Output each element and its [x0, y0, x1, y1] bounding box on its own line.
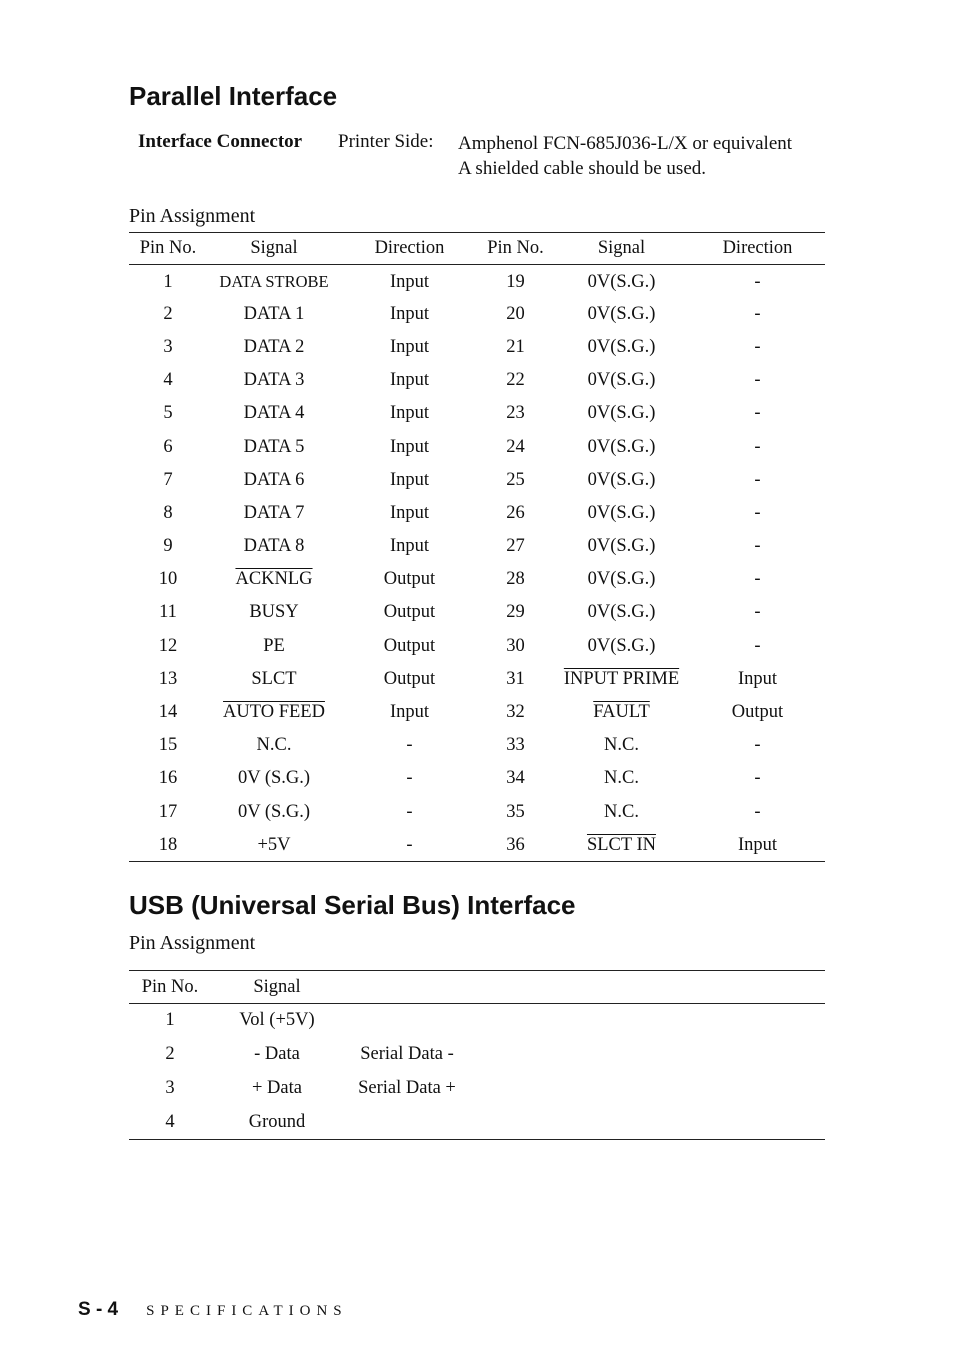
- cell-text: DATA 4: [243, 403, 305, 424]
- cell-text: 3: [163, 336, 173, 357]
- cell-text: Input: [389, 502, 430, 523]
- cell-text: N.C.: [604, 768, 639, 789]
- table-row: [129, 829, 825, 862]
- cell-text: 21: [506, 336, 525, 357]
- cell-text: 0V (S.G.): [237, 768, 311, 789]
- cell-direction: [690, 663, 825, 696]
- cell-pin-no: [478, 430, 553, 463]
- usb-interface-heading: USB (Universal Serial Bus) Interface: [129, 890, 576, 920]
- cell-text: 0V(S.G.): [587, 436, 656, 457]
- cell-direction: [690, 497, 825, 530]
- cell-text: 28: [506, 569, 525, 590]
- cell-signal: [207, 397, 341, 430]
- cell-pin-no: 3: [165, 1078, 175, 1098]
- cell-signal: [553, 563, 690, 596]
- cell-pin-no: [478, 729, 553, 762]
- cell-text: 2: [163, 303, 173, 324]
- cell-signal: [207, 563, 341, 596]
- column-header-signal: Signal: [597, 238, 646, 258]
- cell-direction: [690, 762, 825, 795]
- table-row: [129, 696, 825, 729]
- cell-signal: [553, 397, 690, 430]
- cell-blank: [471, 1106, 825, 1140]
- cell-signal: [207, 762, 341, 795]
- cell-text: Input: [389, 336, 430, 357]
- cell-pin-no: [129, 696, 207, 729]
- cell-text: -: [406, 735, 413, 756]
- column-header-direction: Direction: [722, 238, 793, 258]
- cell-pin-no: [129, 530, 207, 563]
- cell-text: DATA 5: [243, 436, 305, 457]
- cell-pin-no: [478, 563, 553, 596]
- cell-text: Input: [389, 303, 430, 324]
- cell-text: N.C.: [604, 801, 639, 822]
- cell-signal: [207, 696, 341, 729]
- cell-blank: [471, 1038, 825, 1072]
- cell-direction: [690, 298, 825, 331]
- cell-signal: [207, 630, 341, 663]
- column-header-blank: [471, 971, 825, 1004]
- cell-pin-no: [129, 663, 207, 696]
- cell-pin-no: [478, 497, 553, 530]
- cell-signal: [553, 596, 690, 629]
- cell-text: 0V(S.G.): [587, 271, 656, 292]
- cell-signal: Vol (+5V): [239, 1010, 315, 1031]
- cell-signal: [553, 729, 690, 762]
- cell-text: 7: [163, 469, 173, 490]
- cell-description: Serial Data +: [358, 1078, 456, 1098]
- cell-text: 0V(S.G.): [587, 303, 656, 324]
- cell-text: 0V(S.G.): [587, 635, 656, 656]
- cell-signal: [553, 829, 690, 862]
- cell-text: BUSY: [249, 602, 299, 623]
- printer-side-label: Printer Side:: [338, 131, 434, 152]
- cell-text: 13: [158, 668, 178, 689]
- cell-text: SLCT IN: [586, 834, 657, 855]
- cell-signal: [207, 430, 341, 463]
- cell-text: SLCT: [251, 668, 297, 689]
- cell-text: 32: [506, 702, 525, 723]
- cell-signal: [553, 265, 690, 298]
- cell-direction: [690, 696, 825, 729]
- table-row: [129, 497, 825, 530]
- cell-text: -: [754, 602, 761, 623]
- cell-direction: [341, 298, 478, 331]
- cell-pin-no: [478, 397, 553, 430]
- parallel-pin-table: [129, 232, 825, 862]
- usb-pin-table: [129, 970, 825, 1140]
- cell-text: N.C.: [256, 735, 292, 756]
- table-row: [129, 1004, 825, 1038]
- cell-text: -: [754, 336, 761, 357]
- cell-text: +5V: [257, 834, 291, 855]
- cell-pin-no: [478, 762, 553, 795]
- cell-pin-no: [478, 630, 553, 663]
- cell-text: Output: [383, 569, 436, 590]
- table-row: [129, 397, 825, 430]
- cell-signal: Ground: [248, 1111, 306, 1132]
- cell-signal: [553, 497, 690, 530]
- table-row: [129, 762, 825, 795]
- cell-signal: [553, 464, 690, 497]
- cell-direction: [690, 596, 825, 629]
- cell-pin-no: [129, 464, 207, 497]
- cell-pin-no: [129, 265, 207, 298]
- cell-pin-no: [129, 729, 207, 762]
- cell-text: 14: [158, 702, 178, 723]
- cell-text: -: [754, 403, 761, 424]
- section-title: SPECIFICATIONS: [146, 1303, 348, 1319]
- cell-text: ACKNLG: [235, 569, 313, 590]
- cell-text: 20: [506, 303, 525, 324]
- parallel-pin-assignment-label: Pin Assignment: [129, 205, 256, 227]
- cell-text: DATA 3: [243, 370, 305, 391]
- cell-text: -: [754, 569, 761, 590]
- cell-direction: [690, 530, 825, 563]
- cell-pin-no: [478, 464, 553, 497]
- cell-blank: [471, 1072, 825, 1106]
- table-row: [129, 430, 825, 463]
- cell-direction: [341, 796, 478, 829]
- table-row: [129, 464, 825, 497]
- cell-signal: [207, 265, 341, 298]
- cell-signal: [207, 298, 341, 331]
- cell-text: 0V(S.G.): [587, 370, 656, 391]
- cell-text: 6: [163, 436, 173, 457]
- cell-pin-no: [478, 331, 553, 364]
- cell-signal: - Data: [254, 1044, 300, 1064]
- cell-text: AUTO FEED: [223, 702, 325, 723]
- cell-pin-no: [129, 596, 207, 629]
- cell-text: -: [754, 801, 761, 822]
- cell-direction: [341, 265, 478, 298]
- cell-signal: [207, 464, 341, 497]
- cell-text: 8: [163, 502, 173, 523]
- table-row: [129, 729, 825, 762]
- cell-text: DATA 7: [243, 502, 305, 523]
- cell-description: [343, 1106, 471, 1140]
- cell-signal: [553, 331, 690, 364]
- cell-direction: [341, 630, 478, 663]
- cell-text: -: [754, 271, 761, 292]
- cell-text: 18: [158, 834, 178, 855]
- usb-pin-assignment-label: Pin Assignment: [129, 932, 256, 954]
- cell-direction: [341, 729, 478, 762]
- cell-text: Output: [731, 702, 784, 723]
- cell-signal: [553, 762, 690, 795]
- cell-direction: [341, 364, 478, 397]
- cell-signal: [207, 829, 341, 862]
- cell-signal: [207, 796, 341, 829]
- cell-text: 23: [506, 403, 525, 424]
- cell-text: 30: [506, 635, 525, 656]
- cell-text: -: [754, 370, 761, 391]
- table-row: [129, 596, 825, 629]
- cell-text: Output: [383, 668, 436, 689]
- cell-text: 36: [506, 834, 525, 855]
- cell-text: Input: [389, 271, 430, 292]
- column-header-pin-no: Pin No.: [139, 238, 197, 258]
- column-header-signal: Signal: [253, 976, 301, 997]
- cell-text: -: [406, 834, 413, 855]
- cell-pin-no: [478, 530, 553, 563]
- cell-direction: [690, 331, 825, 364]
- cell-signal: [553, 298, 690, 331]
- cell-text: 0V(S.G.): [587, 469, 656, 490]
- cell-text: DATA 1: [243, 303, 305, 324]
- cell-signal: + Data: [252, 1078, 302, 1098]
- cell-signal: [553, 663, 690, 696]
- cell-signal: [553, 796, 690, 829]
- cell-pin-no: [129, 762, 207, 795]
- cell-text: FAULT: [593, 702, 650, 723]
- cell-direction: [690, 630, 825, 663]
- cell-direction: [690, 265, 825, 298]
- cell-direction: [341, 762, 478, 795]
- table-row: [129, 331, 825, 364]
- cell-text: 35: [506, 801, 525, 822]
- cell-direction: [690, 364, 825, 397]
- cell-signal: [207, 331, 341, 364]
- cell-text: INPUT PRIME: [563, 668, 680, 689]
- cell-text: N.C.: [604, 735, 639, 756]
- cell-signal: [553, 364, 690, 397]
- cell-direction: [341, 331, 478, 364]
- cell-signal: [207, 497, 341, 530]
- cell-pin-no: 4: [165, 1111, 175, 1132]
- cell-text: 33: [506, 735, 525, 756]
- cell-text: 26: [506, 502, 525, 523]
- cell-signal: [553, 630, 690, 663]
- interface-connector-label: Interface Connector: [138, 131, 303, 152]
- cell-text: Input: [389, 469, 430, 490]
- cell-text: 1: [163, 271, 173, 292]
- cell-text: 10: [158, 569, 178, 590]
- cell-signal: [207, 663, 341, 696]
- cell-text: 9: [163, 536, 173, 557]
- page-footer: [78, 1299, 348, 1321]
- cell-pin-no: [129, 796, 207, 829]
- parallel-interface-heading: Parallel Interface: [129, 81, 338, 111]
- cell-pin-no: [129, 630, 207, 663]
- column-header-signal: Signal: [250, 238, 298, 258]
- page-number: S - 4: [78, 1299, 119, 1320]
- column-header-pin-no: Pin No.: [487, 238, 544, 258]
- cell-text: 16: [158, 768, 178, 789]
- cell-text: 17: [158, 801, 178, 822]
- cell-text: Input: [389, 536, 430, 557]
- cell-pin-no: [478, 796, 553, 829]
- cell-direction: [341, 596, 478, 629]
- cell-text: -: [754, 303, 761, 324]
- cell-text: 25: [506, 469, 525, 490]
- cell-pin-no: [129, 430, 207, 463]
- cell-direction: [341, 829, 478, 862]
- cell-text: 0V(S.G.): [587, 569, 656, 590]
- table-header-row: [129, 971, 825, 1004]
- table-row: [129, 796, 825, 829]
- cell-text: -: [754, 536, 761, 557]
- cell-text: DATA 6: [243, 469, 305, 490]
- cell-direction: [690, 796, 825, 829]
- cell-text: 0V(S.G.): [587, 502, 656, 523]
- cell-pin-no: [129, 497, 207, 530]
- cell-text: 0V(S.G.): [587, 403, 656, 424]
- cell-text: 0V(S.G.): [587, 536, 656, 557]
- cell-direction: [341, 430, 478, 463]
- table-header-row: [129, 233, 825, 265]
- cell-text: -: [754, 635, 761, 656]
- table-row: [129, 1072, 825, 1106]
- cell-direction: [341, 397, 478, 430]
- column-header-pin-no: Pin No.: [141, 976, 199, 997]
- table-row: [129, 265, 825, 298]
- cell-text: 12: [158, 635, 178, 656]
- cell-text: 5: [163, 403, 173, 424]
- cell-pin-no: [478, 364, 553, 397]
- table-row: [129, 663, 825, 696]
- cell-direction: [341, 530, 478, 563]
- cell-direction: [341, 696, 478, 729]
- cell-pin-no: [478, 696, 553, 729]
- table-row: [129, 1038, 825, 1072]
- cell-text: Output: [383, 635, 436, 656]
- cell-description: Serial Data -: [360, 1044, 454, 1064]
- cell-pin-no: [478, 298, 553, 331]
- table-row: [129, 1106, 825, 1140]
- cell-text: Input: [389, 702, 430, 723]
- cell-text: -: [754, 502, 761, 523]
- cell-text: Input: [737, 668, 778, 689]
- cell-pin-no: [129, 364, 207, 397]
- table-row: [129, 530, 825, 563]
- cell-pin-no: [129, 331, 207, 364]
- cell-text: Input: [389, 436, 430, 457]
- cell-text: -: [406, 768, 413, 789]
- connector-description-line-1: Amphenol FCN-685J036-L/X or equivalent: [458, 133, 793, 154]
- cell-text: -: [754, 768, 761, 789]
- cell-text: Input: [737, 834, 778, 855]
- cell-signal: [553, 530, 690, 563]
- cell-pin-no: [478, 663, 553, 696]
- cell-text: PE: [263, 635, 285, 656]
- cell-text: DATA 8: [243, 536, 305, 557]
- cell-direction: [341, 563, 478, 596]
- cell-text: Input: [389, 403, 430, 424]
- table-row: [129, 563, 825, 596]
- connector-description: [458, 131, 792, 181]
- cell-text: 24: [506, 436, 525, 457]
- cell-text: 0V(S.G.): [587, 336, 656, 357]
- table-row: [129, 298, 825, 331]
- cell-signal: [207, 530, 341, 563]
- cell-text: -: [754, 735, 761, 756]
- cell-signal: [207, 364, 341, 397]
- cell-text: 34: [506, 768, 525, 789]
- cell-direction: [690, 729, 825, 762]
- cell-signal: [207, 596, 341, 629]
- cell-direction: [690, 430, 825, 463]
- cell-direction: [690, 464, 825, 497]
- cell-text: 0V(S.G.): [587, 602, 656, 623]
- table-row: [129, 630, 825, 663]
- cell-text: -: [754, 436, 761, 457]
- cell-direction: [341, 497, 478, 530]
- cell-pin-no: 1: [165, 1010, 175, 1031]
- cell-direction: [690, 397, 825, 430]
- cell-text: 27: [506, 536, 525, 557]
- cell-blank: [471, 1004, 825, 1038]
- cell-pin-no: [478, 829, 553, 862]
- table-row: [129, 364, 825, 397]
- cell-pin-no: [129, 298, 207, 331]
- cell-text: 15: [158, 735, 178, 756]
- cell-text: 29: [506, 602, 525, 623]
- cell-pin-no: [129, 397, 207, 430]
- cell-signal: [207, 729, 341, 762]
- cell-direction: [690, 563, 825, 596]
- cell-text: 0V (S.G.): [237, 801, 311, 822]
- cell-text: 31: [506, 668, 525, 689]
- column-header-direction: Direction: [374, 238, 445, 258]
- cell-text: 11: [159, 602, 177, 623]
- cell-text: Output: [383, 602, 436, 623]
- cell-signal: [553, 696, 690, 729]
- cell-text: DATA 2: [243, 336, 305, 357]
- cell-signal: [553, 430, 690, 463]
- column-header-blank: [343, 971, 471, 1004]
- cell-text: -: [754, 469, 761, 490]
- cell-text: -: [406, 801, 413, 822]
- cell-text: Input: [389, 370, 430, 391]
- cell-direction: [341, 663, 478, 696]
- cell-description: [343, 1004, 471, 1038]
- cell-pin-no: [478, 265, 553, 298]
- cell-text: DATA STROBE: [219, 271, 329, 291]
- cell-pin-no: [478, 596, 553, 629]
- cell-direction: [690, 829, 825, 862]
- cell-pin-no: [129, 563, 207, 596]
- cell-pin-no: [129, 829, 207, 862]
- cell-pin-no: 2: [165, 1044, 175, 1064]
- cell-text: 19: [506, 271, 525, 292]
- cell-text: 4: [163, 370, 173, 391]
- cell-text: 22: [506, 370, 525, 391]
- connector-description-line-2: A shielded cable should be used.: [458, 158, 707, 179]
- cell-direction: [341, 464, 478, 497]
